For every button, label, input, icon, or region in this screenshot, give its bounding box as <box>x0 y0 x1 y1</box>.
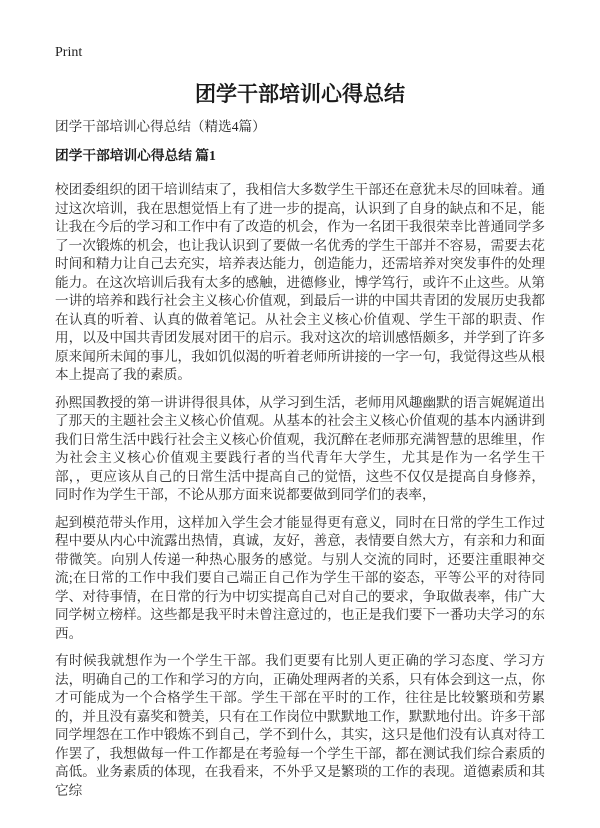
article-body <box>55 181 545 800</box>
print-link[interactable]: Print <box>55 45 83 60</box>
page-title: 团学干部培训心得总结 <box>195 82 405 106</box>
paragraph: 有时候我就想作为一个学生干部。我们更要有比别人更正确的学习态度、学习方法，明确自己的工作和学习的方向，正确处理两者的关系，只有体会到这一点，你才可能成为一个合格学生干部。学生干部在平时的工作，往往是比较繁琐和劳累的，并且没有嘉奖和赞美，只有在工作岗位中默默地工作，默默地付出。许多干部同学埋怨在工作中锻炼不到自己，学不到什么，其实，这只是他们没有认真对待工作罢了，我想做每一件工作都是在考验每一个学生干部，都在测试我们综合素质的高低。业务素质的体现，在我看来，不外乎又是繁琐的工作的表现。道德素质和其它综 <box>55 653 545 798</box>
paragraph: 起到模范带头作用，这样加入学生会才能显得更有意义，同时在日常的学生工作过程中要从内心中流露出热情，真诚，友好，善意，表情要自然大方，有亲和力和面带微笑。向别人传递一种热心服务的感觉。与别人交流的同时，还要注重眼神交流;在日常的工作中我们要自己端正自己作为学生干部的姿态，平等公平的对待同学、对待事情，在日常的行为中切实提高自己对自己的要求，争取做表率，伟广大同学树立榜样。这些都是我平时未曾注意过的，也正是我们要下一番功夫学习的东西。 <box>55 514 545 641</box>
document-content <box>0 44 600 800</box>
section-heading: 团学干部培训心得总结 篇1 <box>55 148 216 163</box>
paragraph: 孙熙国教授的第一讲讲得很具体，从学习到生活，老师用风趣幽默的语言娓娓道出了那天的主题社会主义核心价值观。从基本的社会主义核心价值观的基本内涵讲到我们日常生活中践行社会主义核心价值观，我沉醉在老师那充满智慧的思维里，作为社会主义核心价值观主要践行者的当代青年大学生，尤其是作为一名学生干部，，更应该从自己的日常生活中提高自己的觉悟，这些不仅仅是提高自身修养，同时作为学生干部，不论从那方面来说都要做到同学们的表率， <box>55 394 545 502</box>
paragraph: 校团委组织的团干培训结束了，我相信大多数学生干部还在意犹未尽的回味着。通过这次培训，我在思想觉悟上有了进一步的提高，认识到了自身的缺点和不足，能让我在今后的学习和工作中有了改造的机会，作为一名团干我很荣幸比普通同学多了一次锻炼的机会，也让我认识到了要做一名优秀的学生干部并不容易，需要去花时间和精力让自己去充实，培养表达能力，创造能力，还需培养对突发事件的处理能力。在这次培训后我有太多的感触，进德修业，博学笃行，或许不止这些。从第一讲的培养和践行社会主义核心价值观，到最后一讲的中国共青团的发展历史我都在认真的听着、认真的做着笔记。从社会主义核心价值观、学生干部的职责、作用，以及中国共青团发展对团干的启示。我对这次的培训感悟颇多，并学到了许多原来闻所未闻的事儿，我如饥似渴的听着老师所讲接的一字一句，我觉得这些从根本上提高了我的素质。 <box>55 182 545 382</box>
article-subtitle: 团学干部培训心得总结（精选4篇） <box>55 119 266 134</box>
